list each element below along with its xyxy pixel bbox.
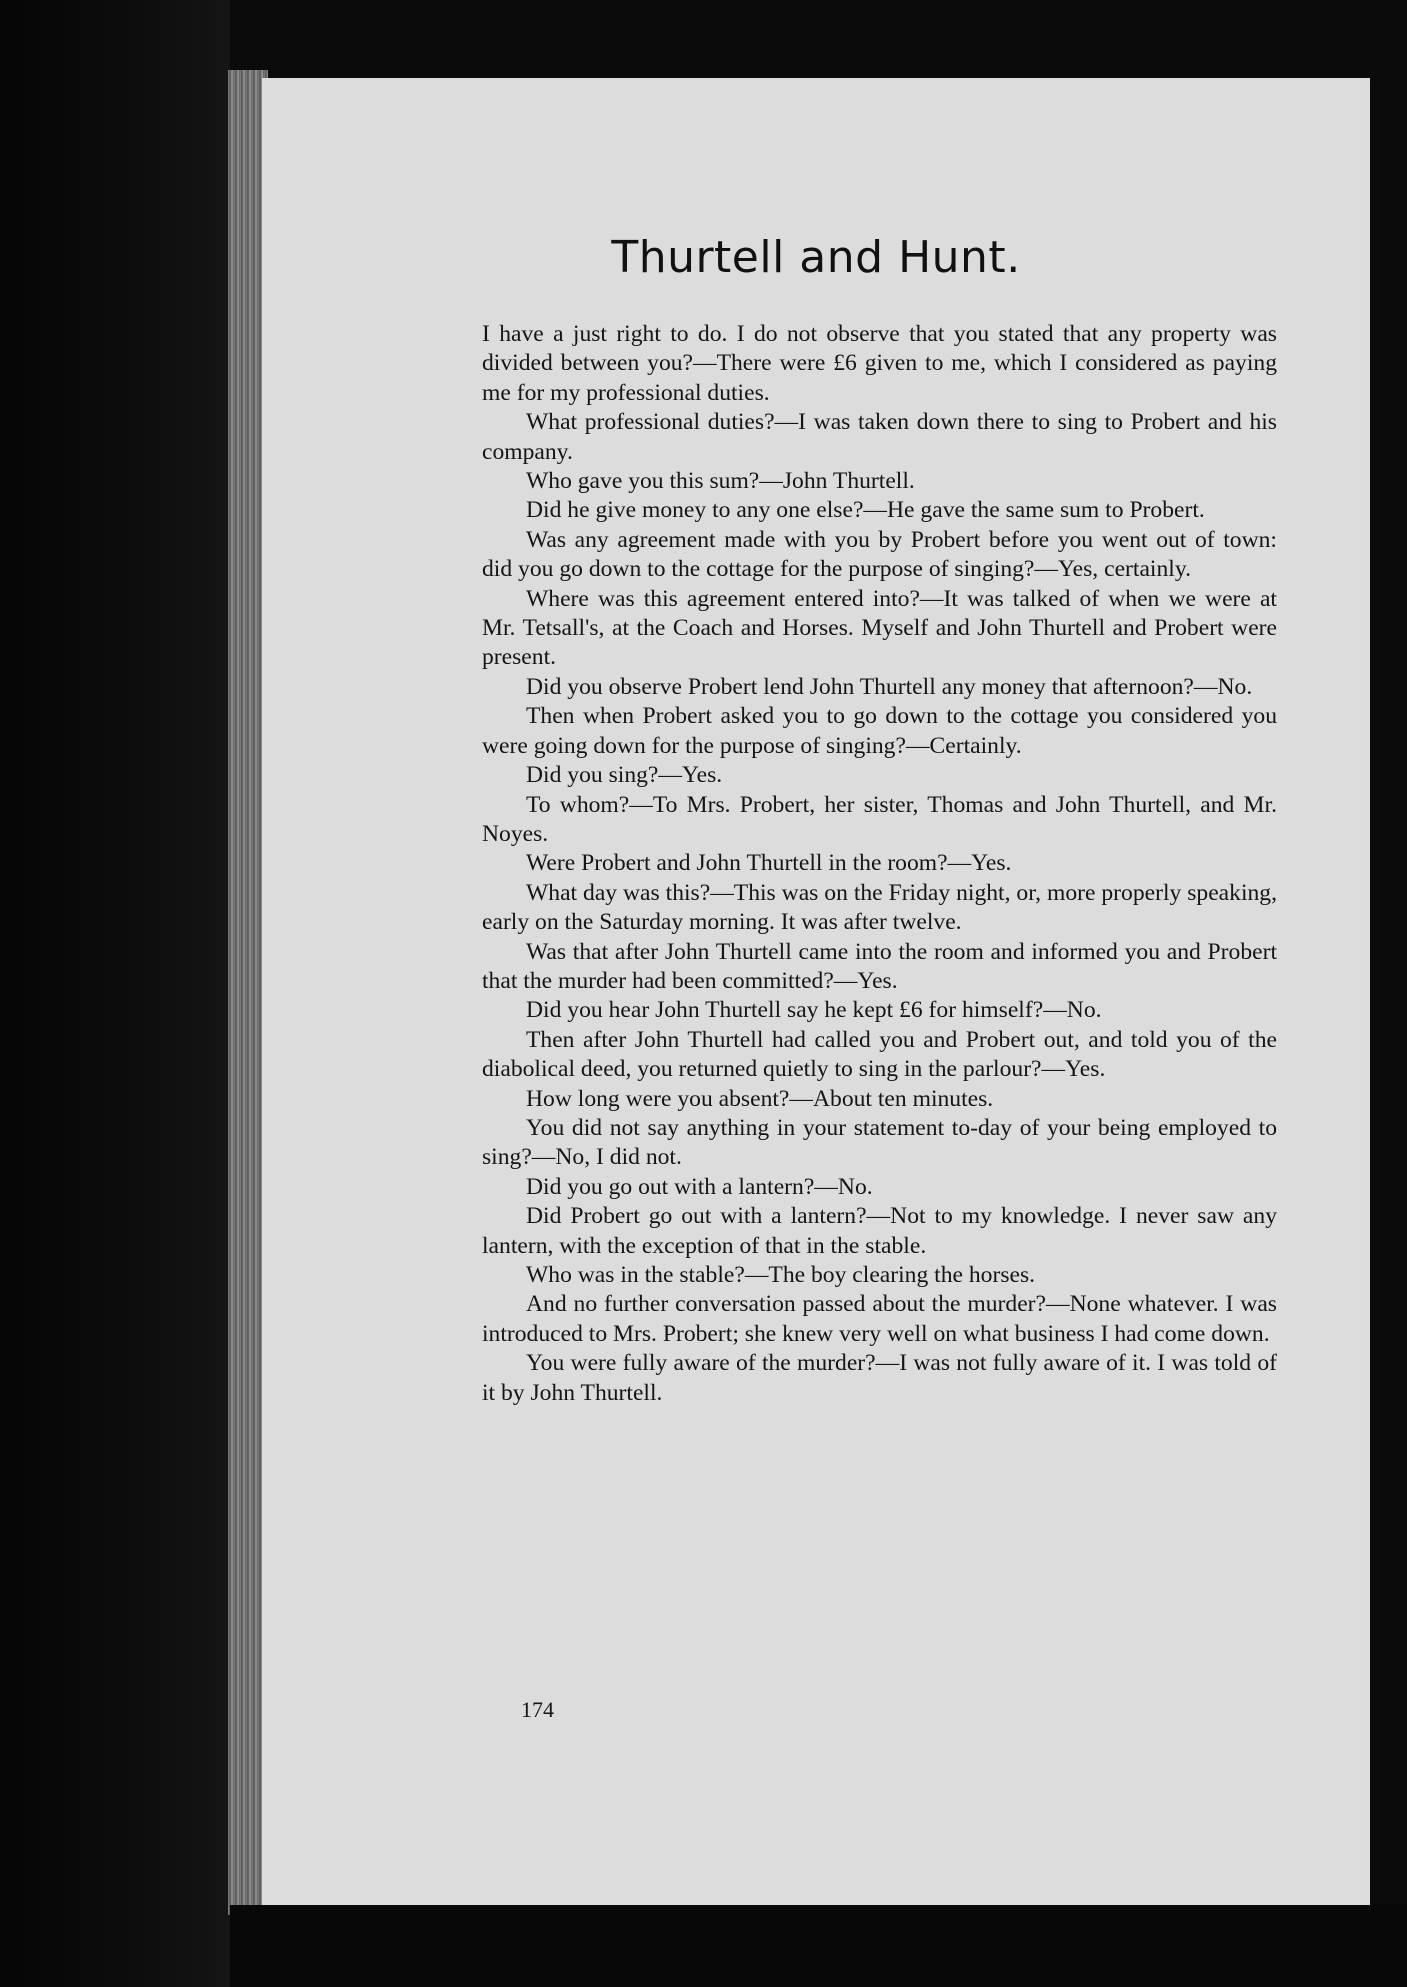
- paragraph: You were fully aware of the murder?—I was not fully aware of it. I was told of it by John Thurtell.: [482, 1350, 1277, 1406]
- paragraph: I have a just right to do. I do not observe that you stated that any property was divided between you?—There were £6 given to me, which I considered as paying me for my professional duties.: [482, 321, 1277, 406]
- body-text: [482, 320, 1277, 1408]
- paragraph: What professional duties?—I was taken down there to sing to Probert and his company.: [482, 409, 1277, 465]
- paragraph: Was that after John Thurtell came into the room and informed you and Probert that the murder had been committed?—Yes.: [482, 938, 1277, 994]
- dark-background-bottom: [230, 1905, 1407, 1987]
- paragraph: How long were you absent?—About ten minutes.: [526, 1085, 994, 1112]
- paragraph: What day was this?—This was on the Friday night, or, more properly speaking, early on the Saturday morning. It was after twelve.: [482, 879, 1277, 936]
- paragraph: Did he give money to any one else?—He gave the same sum to Probert.: [526, 497, 1205, 524]
- paragraph: And no further conversation passed about the murder?—None whatever. I was introduced to Mrs. Probert; she knew very well on what business I had come down.: [482, 1291, 1277, 1347]
- page-number: 174: [521, 1697, 554, 1722]
- paragraph: Where was this agreement entered into?—It was talked of when we were at Mr. Tetsall's, at the Coach and Horses. Myself and John Thurtell and Probert were present.: [482, 585, 1277, 671]
- dark-background-right: [1370, 90, 1407, 1910]
- paragraph: To whom?—To Mrs. Probert, her sister, Thomas and John Thurtell, and Mr. Noyes.: [482, 791, 1277, 847]
- page-title: Thurtell and Hunt.: [611, 232, 1021, 283]
- dark-background-left: [0, 0, 230, 1987]
- paragraph: Did you go out with a lantern?—No.: [526, 1173, 873, 1200]
- paragraph: Were Probert and John Thurtell in the room?—Yes.: [526, 850, 1012, 877]
- paragraph: Did you observe Probert lend John Thurtell any money that afternoon?—No.: [526, 673, 1253, 700]
- paragraph: Who was in the stable?—The boy clearing the horses.: [526, 1262, 1036, 1288]
- paragraph: Did you sing?—Yes.: [526, 762, 723, 789]
- paragraph: Did you hear John Thurtell say he kept £6 for himself?—No.: [526, 997, 1102, 1024]
- paragraph: Was any agreement made with you by Probert before you went out of town: did you go down to the cottage for the purpose of singing?—Yes, certainly.: [482, 526, 1277, 583]
- paragraph: Then after John Thurtell had called you and Probert out, and told you of the diabolical deed, you returned quietly to sing in the parlour?—Yes.: [482, 1026, 1277, 1083]
- paragraph: Who gave you this sum?—John Thurtell.: [526, 468, 915, 495]
- paragraph: You did not say anything in your statement to-day of your being employed to sing?—No, I did not.: [482, 1114, 1277, 1171]
- paragraph: Then when Probert asked you to go down to the cottage you considered you were going down for the purpose of singing?—Certainly.: [482, 703, 1277, 759]
- paragraph: Did Probert go out with a lantern?—Not to my knowledge. I never saw any lantern, with the exception of that in the stable.: [482, 1203, 1277, 1259]
